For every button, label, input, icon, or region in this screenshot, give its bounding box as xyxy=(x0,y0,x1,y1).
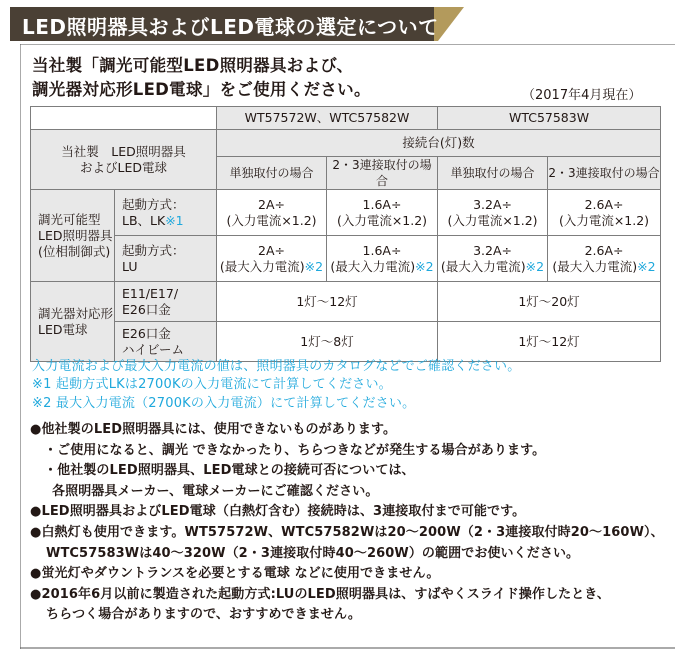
group-label-dimmable-bulb xyxy=(31,282,115,362)
row2-label-line-1: 起動方式： xyxy=(122,242,185,258)
row-label-e26-highbeam xyxy=(115,322,217,362)
table-row xyxy=(31,282,661,322)
table-cell xyxy=(327,236,438,282)
footnote-line: ※2 最大入力電流（2700Kの入力電流）にて計算してください。 xyxy=(32,395,416,411)
cell-formula: (最大入力電流) xyxy=(219,258,305,274)
table-row-count-header xyxy=(31,130,661,157)
table-cell: 1灯〜12灯 xyxy=(217,282,438,322)
group2-line-1: 調光器対応形 xyxy=(38,305,114,321)
list-item: WTC57583Wは40〜320W（2・3連接取付時40〜260W）の範囲でお使いください。 xyxy=(46,545,580,561)
spec-table xyxy=(30,106,661,362)
group2-line-2: LED電球 xyxy=(38,321,88,337)
cell-value: 1.6A÷ xyxy=(362,196,402,212)
list-item: ●蛍光灯やダウントランスを必要とする電球 などに使用できません。 xyxy=(30,566,440,582)
cell-value: 3.2A÷ xyxy=(473,196,512,212)
table-cell xyxy=(217,236,327,282)
banner-title: LED照明器具およびLED電球の選定について xyxy=(22,15,439,39)
row4-label-line-1: E26口金 xyxy=(122,325,171,341)
table-cell: 1灯〜8灯 xyxy=(217,322,438,362)
intro-line-1: 当社製「調光可能型LED照明器具および、 xyxy=(32,56,354,75)
sub-header-1: 単独取付の場合 xyxy=(217,157,327,190)
cell-formula: (最大入力電流) xyxy=(552,258,638,274)
cell-formula-line xyxy=(548,259,660,275)
table-cell: 1灯〜12灯 xyxy=(438,322,661,362)
cell-formula: (入力電流×1.2) xyxy=(226,212,317,228)
note-ref-2: ※2 xyxy=(525,258,545,274)
list-item: ・ご使用になると、調光 できなかったり、ちらつきなどが発生する場合があります。 xyxy=(44,442,546,458)
group1-line-2: LED照明器具 xyxy=(38,227,113,243)
model-header-1: WT57572W、WTC57582W xyxy=(217,107,438,130)
table-cell xyxy=(438,236,548,282)
list-item: ●他社製のLED照明器具には、使用できないものがあります。 xyxy=(30,422,397,437)
table-row xyxy=(31,236,661,282)
cell-value: 2.6A÷ xyxy=(584,242,624,258)
group1-line-1: 調光可能型 xyxy=(38,211,101,227)
row1-label-line-2 xyxy=(122,213,216,229)
note-ref-2: ※2 xyxy=(415,258,434,274)
table-row xyxy=(31,322,661,362)
model-header-2: WTC57583W xyxy=(438,107,661,130)
table-cell xyxy=(217,190,327,236)
cell-formula: (入力電流×1.2) xyxy=(558,212,650,228)
intro-line-2: 調光器対応形LED電球」をご使用ください。 xyxy=(32,80,371,99)
cell-value: 2A÷ xyxy=(258,242,285,258)
row3-label-line-2: E26口金 xyxy=(122,301,171,317)
cell-value: 2A÷ xyxy=(258,196,285,212)
table-cell xyxy=(548,190,661,236)
caution-list xyxy=(30,420,664,626)
row3-label-line-1: E11/E17/ xyxy=(122,285,179,301)
cell-value: 3.2A÷ xyxy=(473,242,512,258)
table-cell xyxy=(438,190,548,236)
note-ref-2: ※2 xyxy=(637,258,656,274)
corner-line-1: 当社製 LED照明器具 xyxy=(61,143,186,159)
sub-header-4: 2・3連接取付の場合 xyxy=(548,157,661,190)
section-banner xyxy=(10,7,464,41)
table-row-models xyxy=(31,107,661,130)
count-header: 接続台(灯)数 xyxy=(217,130,661,157)
note-ref-2: ※2 xyxy=(304,258,324,274)
list-item: ●白熱灯も使用できます。WT57572W、WTC57582Wは20〜200W（2・3連接取付時20〜160W）、 xyxy=(30,524,664,540)
table-row xyxy=(31,190,661,236)
cell-formula-line xyxy=(327,259,437,275)
sub-header-2: 2・3連接取付の場合 xyxy=(327,157,438,190)
list-item: 各照明器具メーカー、電球メーカーにご確認ください。 xyxy=(52,483,379,499)
table-cell: 1灯〜20灯 xyxy=(438,282,661,322)
list-item: ●LED照明器具およびLED電球（白熱灯含む）接続時は、3連接取付まで可能です。 xyxy=(30,504,526,520)
intro-text xyxy=(32,54,371,102)
cell-formula: (最大入力電流) xyxy=(440,258,526,274)
footnote-line: 入力電流および最大入力電流の値は、照明器具のカタログなどでご確認ください。 xyxy=(32,359,521,374)
cell-value: 1.6A÷ xyxy=(362,242,402,258)
table-corner-blank xyxy=(31,107,217,130)
table-corner-label xyxy=(31,130,217,190)
table-cell xyxy=(327,190,438,236)
list-item: ・他社製のLED照明器具、LED電球との接続可否については、 xyxy=(44,463,415,479)
row1-label-line-1: 起動方式： xyxy=(122,196,185,212)
cell-formula-line xyxy=(438,259,547,275)
note-ref-1: ※1 xyxy=(165,212,184,228)
table-cell xyxy=(548,236,661,282)
row1-label-text: LB、LK xyxy=(122,212,166,228)
as-of-date: （2017年4月現在） xyxy=(522,88,642,103)
list-item: ●2016年6月以前に製造された起動方式:LUのLED照明器具は、すばやくスライド操作したとき、 xyxy=(30,586,610,602)
cell-formula: (入力電流×1.2) xyxy=(336,212,428,228)
cell-formula: (最大入力電流) xyxy=(330,258,416,274)
corner-line-2: およびLED電球 xyxy=(80,159,167,175)
list-item: ちらつく場合がありますので、おすすめできません。 xyxy=(46,607,361,623)
sub-header-3: 単独取付の場合 xyxy=(438,157,548,190)
cell-formula: (入力電流×1.2) xyxy=(447,212,538,228)
row4-label-line-2: ハイビーム xyxy=(122,341,185,357)
row-label-e11-e17-e26 xyxy=(115,282,217,322)
footnotes xyxy=(32,358,520,413)
row-label-lu xyxy=(115,236,217,282)
group1-line-3: (位相制御式) xyxy=(38,243,111,259)
cell-value: 2.6A÷ xyxy=(584,196,624,212)
row-label-lb-lk xyxy=(115,190,217,236)
row2-label-line-2: LU xyxy=(122,258,138,274)
group-label-dimmable-fixture xyxy=(31,190,115,282)
footnote-line: ※1 起動方式LKは2700Kの入力電流にて計算してください。 xyxy=(32,377,392,393)
cell-formula-line xyxy=(217,259,326,275)
